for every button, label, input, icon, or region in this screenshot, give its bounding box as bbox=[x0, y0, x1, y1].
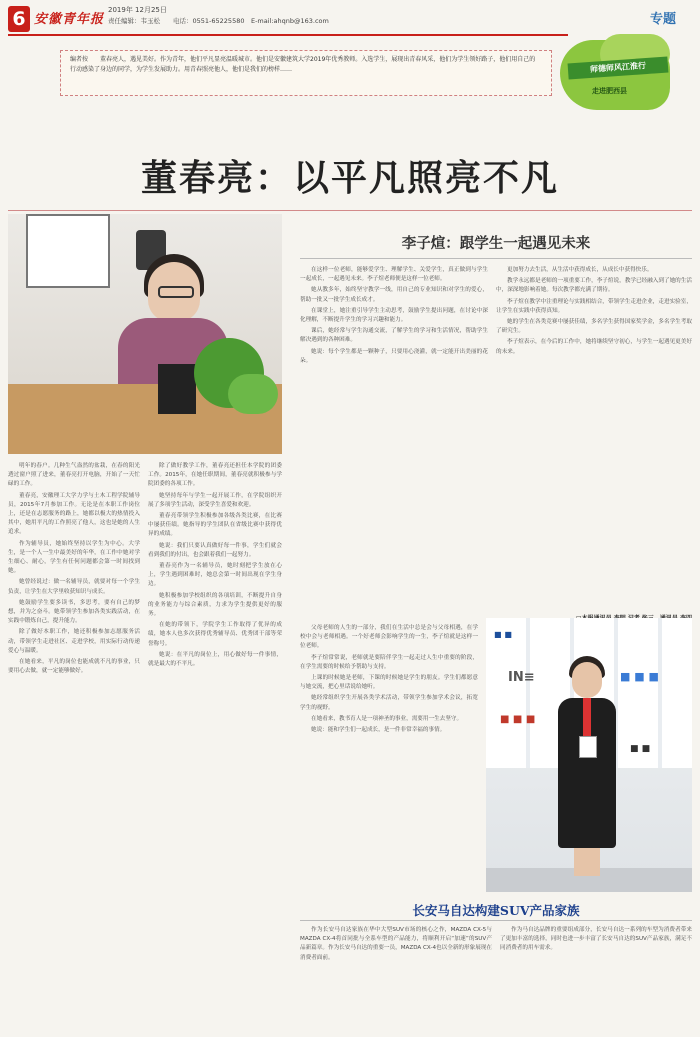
section-label: 专题 bbox=[650, 12, 677, 27]
paragraph: 李子煊表示，在今后的工作中，她将继续坚守初心，与学生一起遇见更美好的未来。 bbox=[496, 339, 692, 355]
photo-legs bbox=[574, 846, 600, 876]
paragraph: 更加努力去生活，从生活中获得成长，从成长中获得快乐。 bbox=[507, 267, 653, 273]
paragraph: 作为长安马自达家族在华中大型SUV市场的核心之作，MAZDA CX-5与MAZDA CX-4将首同批与全系车型的产品能力，将顺利开启“加速”的SUV产品新篇章。作为长安马自达的重要一员，MAZDA CX-4也以全新的形象展现在消费者面前。 bbox=[300, 927, 492, 961]
photo-lanyard bbox=[583, 698, 591, 738]
paragraph: 她说：每个学生都是一颗种子，只要用心浇灌，就一定能开出美丽的花朵。 bbox=[300, 348, 488, 364]
article-column-4 bbox=[496, 266, 692, 606]
headline: 董春亮：以平凡照亮不凡 bbox=[140, 157, 559, 199]
paragraph: 她说：我们只要认真做好每一件事，学生们就会看到我们的付出，也会跟着我们一起努力。 bbox=[148, 542, 282, 558]
subheadline-rule bbox=[300, 258, 692, 259]
photo-teacher-at-desk bbox=[8, 214, 282, 454]
subheadline: 李子煊：跟学生一起遇见未来 bbox=[401, 235, 591, 252]
paragraph: 除了做好教学工作，董春亮还担任本学院的团委工作。2015年，在她任职期间，董春亮就积极参与学院团委的各项工作。 bbox=[148, 463, 282, 488]
paragraph: 李子煊常常说，老师就是要陪伴学生一起走过人生中重要的阶段，在学生需要的时候给予帮助与支持。 bbox=[300, 654, 478, 670]
paragraph: 课后，她经常与学生沟通交流，了解学生的学习和生活情况，帮助学生解决遇到的各种困难。 bbox=[300, 328, 488, 344]
paragraph: 她说：能和学生们一起成长，是一件非常幸福的事情。 bbox=[311, 727, 446, 734]
paragraph: 她曾经说过：做一名辅导员，就要对每一个学生负责，让学生在大学里收获知识与成长。 bbox=[8, 579, 140, 595]
photo-glasses bbox=[158, 286, 194, 298]
photo-whiteboard bbox=[26, 214, 110, 288]
paragraph: 在她看来，教书育人是一项神圣的事业，需要用一生去坚守。 bbox=[311, 715, 463, 722]
article-column-3 bbox=[300, 266, 488, 616]
headline-rule bbox=[8, 210, 692, 211]
paragraph: 在她看来，平凡的岗位也能成就不凡的事业，只要用心去做，就一定能够做好。 bbox=[8, 659, 140, 675]
paragraph: 她经常组织学生开展各类学术活动，带领学生参加学术会议，拓宽学生的视野。 bbox=[300, 695, 478, 711]
paragraph: 她从教多年，始终坚守教学一线，用自己的专业知识和对学生的爱心，帮助一批又一批学生成长成才。 bbox=[300, 287, 488, 303]
newspaper-name: 安徽青年报 bbox=[34, 12, 105, 27]
photo-teacher-standing bbox=[486, 618, 692, 892]
photo-logo: ■ ■ ■ bbox=[500, 714, 536, 725]
paragraph: 在课堂上，她注重引导学生主动思考，鼓励学生提出问题，在讨论中深化理解，不断提升学生的学习兴趣和能力。 bbox=[300, 307, 488, 324]
paragraph: 她鼓励学生要多读书，多思考，要有自己的梦想，并为之奋斗。她带领学生参加各类实践活动，在实践中锻炼自己，提升能力。 bbox=[8, 599, 140, 625]
paragraph: 她说：在平凡的岗位上，用心做好每一件事情，就是最大的不平凡。 bbox=[148, 651, 282, 668]
ad-article-rule bbox=[300, 920, 692, 921]
campaign-badge: 师德师风江淮行 bbox=[568, 57, 669, 80]
campaign-subtitle: 走进肥西县 bbox=[592, 87, 627, 95]
paragraph: 作为辅导员，她始终坚持以学生为中心。大学生，是一个人一生中最美好的年华，在工作中她对学生细心、耐心，学生有任何问题都会第一时间找到她。 bbox=[8, 540, 140, 575]
paragraph: 上课的时候她是老师，下课的时候她是学生的朋友。学生们都愿意与她交流，把心里话说给她听。 bbox=[300, 675, 478, 691]
paragraph: 作为马自达品牌的重要组成部分，长安马自达一系列的车型为消费者带来了更加丰富的选择，同时也进一步丰富了长安马自达的SUV产品家族，满足不同消费者的用车需求。 bbox=[500, 927, 692, 952]
article-column-1 bbox=[8, 462, 140, 892]
article-column-5 bbox=[300, 624, 478, 892]
photo-badge-card bbox=[579, 736, 597, 758]
paragraph: 她积极参加学校组织的各项培训，不断提升自身的业务能力与综合素质，力求为学生提供更好的服务。 bbox=[148, 592, 282, 618]
paragraph: 董春亮带领学生积极参加各级各类比赛，在比赛中屡获佳绩。她指导的学生团队在省级比赛中获得优异的成绩。 bbox=[148, 513, 282, 538]
photo-logo: ■ ■ bbox=[494, 630, 512, 639]
page-number: 6 bbox=[8, 6, 30, 32]
photo-logo: IN≡ bbox=[508, 670, 535, 685]
paragraph: 她的学生在各类竞赛中屡获佳绩，多名学生获得国家奖学金，多名学生考取了研究生。 bbox=[496, 319, 692, 335]
paragraph: 董春亮作为一名辅导员，她时刻把学生放在心上，学生遇到困难时，她总会第一时间出现在学生身边。 bbox=[148, 563, 282, 588]
paragraph: 教学永远都是老师的一项重要工作，李子煊说，教学已经融入到了她的生活中，深深地影响着她。每次教学都充满了期待。 bbox=[496, 278, 692, 294]
paragraph: 父母老师的人生的一部分，我们在生活中总是会与父母相遇，在学校中会与老师相遇。一个好老师会影响学生的一生，李子煊就是这样一位老师。 bbox=[300, 625, 478, 650]
photo-pen-holder bbox=[158, 364, 196, 414]
paragraph: 除了做好本职工作，她还积极参加志愿服务活动，带领学生走进社区、走进学校，用实际行动传递爱心与温暖。 bbox=[8, 629, 140, 654]
ad-article-column-2 bbox=[500, 926, 692, 1030]
paragraph: 她坚持每年与学生一起开展工作，在学院组织开展了多项学生活动，深受学生喜爱和欢迎。 bbox=[148, 492, 282, 508]
article-column-2 bbox=[148, 462, 282, 892]
issue-date: 2019年 12月25日 bbox=[108, 6, 167, 14]
photo-person-face bbox=[572, 662, 602, 698]
paragraph: 在她的带领下，学院学生工作取得了优异的成绩，她本人也多次获得优秀辅导员、优秀团干部等荣誉称号。 bbox=[148, 622, 282, 647]
photo-logo: ■ ■ bbox=[630, 744, 651, 754]
editor-note-text: 编者按 董春亮人，遇见美好。作为青年，他们平凡显亮温暖城市。他们是安徽建筑大学2019年优秀教师。入选学生，展现出青春风采，他们为学生领好路子，他们用自己的行动感染了身边的同学，为学生发展助力。用青春照亮他人，他们是我们的榜样…… bbox=[70, 56, 536, 73]
ad-article-column-1 bbox=[300, 926, 492, 1030]
paragraph: 明年的春户。几种生气盎然的盆栽，在春的阳光透过窗户照了进来，董春亮打开电脑，开始了一天忙碌的工作。 bbox=[8, 463, 140, 488]
header-rule bbox=[8, 34, 568, 36]
editor-info: 责任编辑：韦玉松 电话：0551-65225580 E-mail:ahqnb@163.com bbox=[108, 17, 329, 25]
paragraph: 在这样一位老师，能够爱学生、理解学生、关爱学生，真正做到与学生一起成长，一起遇见未来。李子煊老师便是这样一位老师。 bbox=[300, 267, 488, 283]
paragraph: 董春亮，安徽理工大学力学与土木工程学院辅导员，2015年7月参加工作。无论是在本职工作岗位上，还是在志愿服务的路上，她都以极大的热情投入其中，她用平凡的工作照亮了他人，这也是她的人生追求。 bbox=[8, 492, 140, 536]
photo-logo: ■ ■ ■ bbox=[620, 670, 659, 683]
ad-article-title: 长安马自达构建SUV产品家族 bbox=[412, 903, 580, 918]
photo-plant-leaves bbox=[228, 374, 278, 414]
paragraph: 李子煊在教学中注重理论与实践相结合，带领学生走进企业，走进实验室，让学生在实践中获得真知。 bbox=[496, 298, 692, 314]
